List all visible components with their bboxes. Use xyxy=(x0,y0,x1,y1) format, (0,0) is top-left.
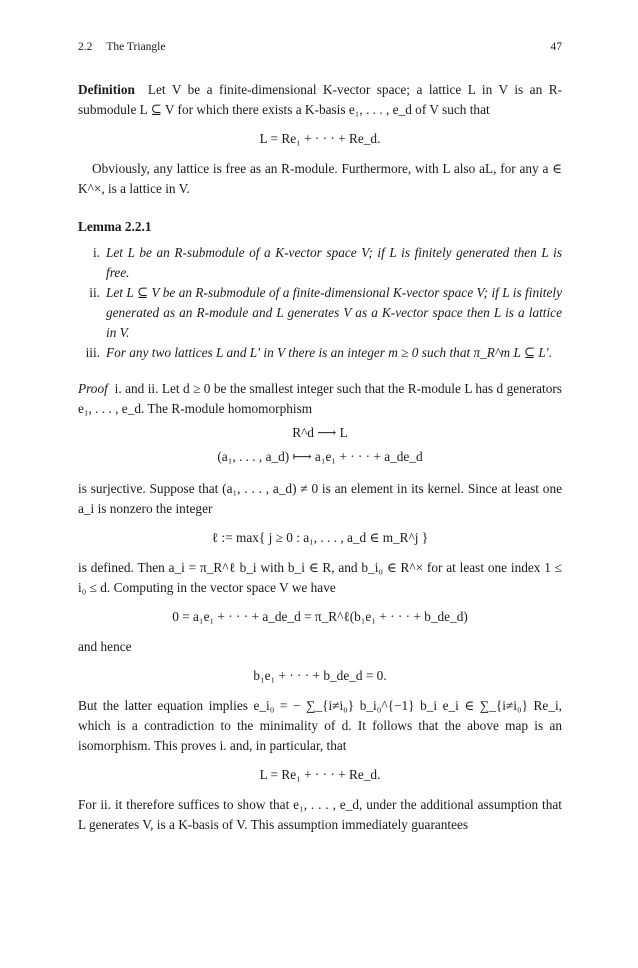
section-title: The Triangle xyxy=(106,41,166,53)
page-number: 47 xyxy=(550,41,562,53)
page xyxy=(78,40,562,835)
lemma-item-number: iii. xyxy=(85,345,100,360)
lemma-title: Lemma 2.2.1 xyxy=(78,219,152,234)
section-number: 2.2 xyxy=(78,41,93,53)
lemma-item-number: i. xyxy=(92,245,100,260)
proof-text-1: i. and ii. Let d ≥ 0 be the smallest integer such that the R-module L has d generators e₁, . . . , e_d. The R-module homomorphism xyxy=(78,381,562,416)
L-equation: L = Re₁ + · · · + Re_d. xyxy=(259,767,381,782)
definition-text: Let V be a finite-dimensional K-vector space; a lattice L in V is an R-submodule L ⊆ V for which there exists a K-basis e₁, . . . , e_d of V such that xyxy=(78,82,562,117)
definition-label: Definition xyxy=(78,82,135,97)
lemma-list xyxy=(78,243,562,363)
homomorphism-line-1: R^d ⟶ L xyxy=(292,425,348,440)
zero-equation: 0 = a₁e₁ + · · · + a_de_d = π_R^ℓ(b₁e₁ + · · · + b_de_d) xyxy=(172,609,468,624)
lemma-item-text: For any two lattices L and L′ in V there is an integer m ≥ 0 such that π_R^m L ⊆ L′. xyxy=(106,345,553,360)
lemma-item xyxy=(78,243,562,283)
proof-label: Proof xyxy=(78,381,108,396)
proof-paragraph-2: is surjective. Suppose that (a₁, . . . , a_d) ≠ 0 is an element in its kernel. Since at least one a_i is nonzero the integer xyxy=(78,481,562,516)
proof-paragraph-6: For ii. it therefore suffices to show that e₁, . . . , e_d, under the additional assumption that L generates V, is a K-basis of V. This assumption immediately guarantees xyxy=(78,797,562,832)
lemma-item-text: Let L be an R-submodule of a K-vector space V; if L is finitely generated then L is free. xyxy=(106,245,562,280)
running-header xyxy=(78,40,562,54)
lemma-item xyxy=(78,283,562,343)
proof-paragraph-1 xyxy=(78,379,562,419)
lemma-item-text: Let L ⊆ V be an R-submodule of a finite-dimensional K-vector space V; if L is finitely generated as an R-module and L generates V as a K-vector space then L is a lattice in V. xyxy=(106,285,562,340)
b-equation: b₁e₁ + · · · + b_de_d = 0. xyxy=(253,668,387,683)
ell-definition-equation: ℓ := max{ j ≥ 0 : a₁, . . . , a_d ∈ m_R^j } xyxy=(211,530,429,545)
definition-paragraph xyxy=(78,80,562,120)
homomorphism-line-2: (a₁, . . . , a_d) ⟼ a₁e₁ + · · · + a_de_d xyxy=(217,449,423,464)
proof-paragraph-3: is defined. Then a_i = π_R^ℓ b_i with b_i ∈ R, and b_i₀ ∈ R^× for at least one index 1 ≤ i₀ ≤ d. Computing in the vector space V we have xyxy=(78,560,562,595)
lemma-item xyxy=(78,343,562,363)
proof-paragraph-5: But the latter equation implies e_i₀ = − ∑_{i≠i₀} b_i₀^{−1} b_i e_i ∈ ∑_{i≠i₀} Re_i, which is a contradiction to the minimality of d. It follows that the above map is an isomorphism. This proves i. and, in particular, that xyxy=(78,698,562,753)
lemma-item-number: ii. xyxy=(89,285,100,300)
proof-paragraph-4: and hence xyxy=(78,639,132,654)
lattice-remark-paragraph: Obviously, any lattice is free as an R-module. Furthermore, with L also aL, for any a ∈ K^×, is a lattice in V. xyxy=(78,161,562,196)
definition-equation: L = Re₁ + · · · + Re_d. xyxy=(259,131,381,146)
